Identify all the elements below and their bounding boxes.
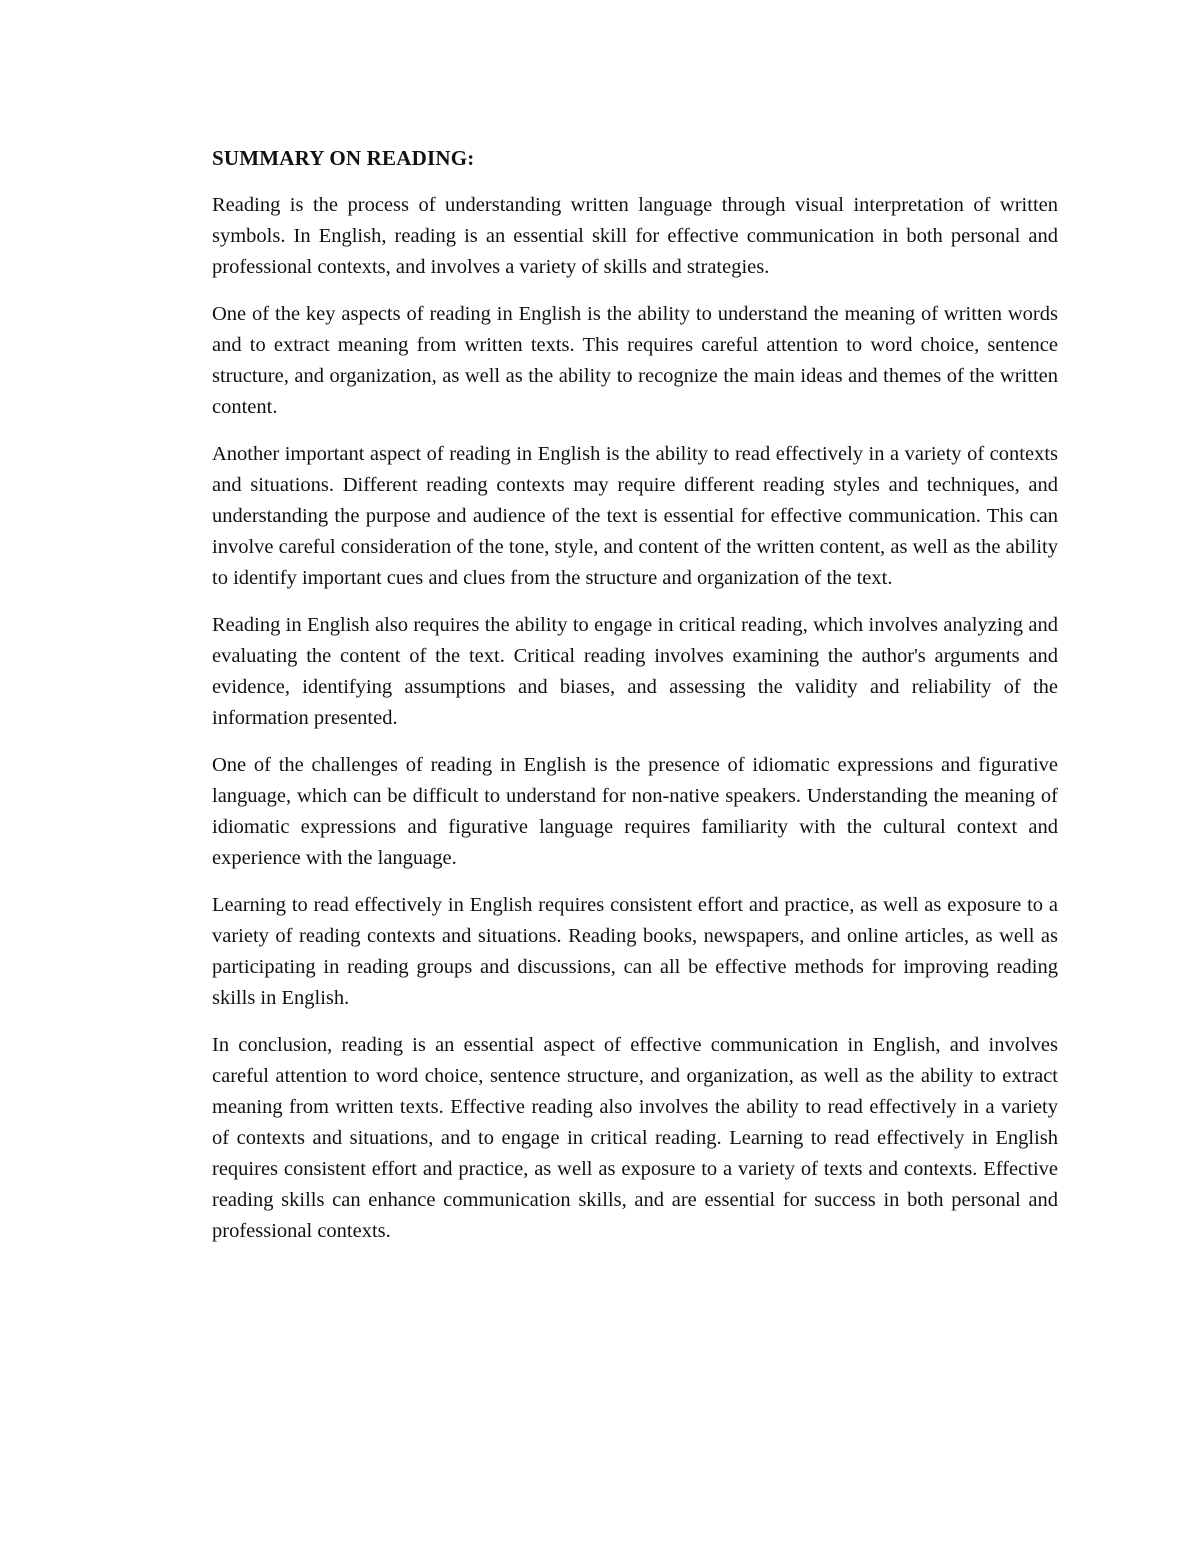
paragraph-challenges: One of the challenges of reading in English is the presence of idiomatic expressions and figurative language, which can be difficult to understand for non-native speakers. Understanding the meaning of idiomatic expressions and figurative language requires familiarity with the cultural context and experience with the language. <box>212 754 1058 869</box>
document-title: SUMMARY ON READING: <box>212 146 475 170</box>
paragraph-critical-reading: Reading in English also requires the ability to engage in critical reading, which involves analyzing and evaluating the content of the text. Critical reading involves examining the author's arguments and evidence, identifying assumptions and biases, and assessing the validity and reliability of the information presented. <box>212 614 1058 729</box>
paragraph-learning: Learning to read effectively in English requires consistent effort and practice, as well as exposure to a variety of reading contexts and situations. Reading books, newspapers, and online articles, as well as participating in reading groups and discussions, can all be effective methods for improving reading skills in English. <box>212 894 1058 1009</box>
paragraph-definition: Reading is the process of understanding written language through visual interpretation of written symbols. In English, reading is an essential skill for effective communication in both personal and professional contexts, and involves a variety of skills and strategies. <box>212 194 1058 278</box>
paragraph-key-aspects: One of the key aspects of reading in English is the ability to understand the meaning of written words and to extract meaning from written texts. This requires careful attention to word choice, sentence structure, and organization, as well as the ability to recognize the main ideas and themes of the written content. <box>212 303 1058 418</box>
paragraph-contexts: Another important aspect of reading in English is the ability to read effectively in a variety of contexts and situations. Different reading contexts may require different reading styles and techniques, and understanding the purpose and audience of the text is essential for effective communication. This can involve careful consideration of the tone, style, and content of the written content, as well as the ability to identify important cues and clues from the structure and organization of the text. <box>212 443 1058 589</box>
document-body <box>212 143 1058 1263</box>
paragraph-conclusion: In conclusion, reading is an essential aspect of effective communication in English, and involves careful attention to word choice, sentence structure, and organization, as well as the ability to extract meaning from written texts. Effective reading also involves the ability to read effectively in a variety of contexts and situations, and to engage in critical reading. Learning to read effectively in English requires consistent effort and practice, as well as exposure to a variety of texts and contexts. Effective reading skills can enhance communication skills, and are essential for success in both personal and professional contexts. <box>212 1034 1058 1242</box>
